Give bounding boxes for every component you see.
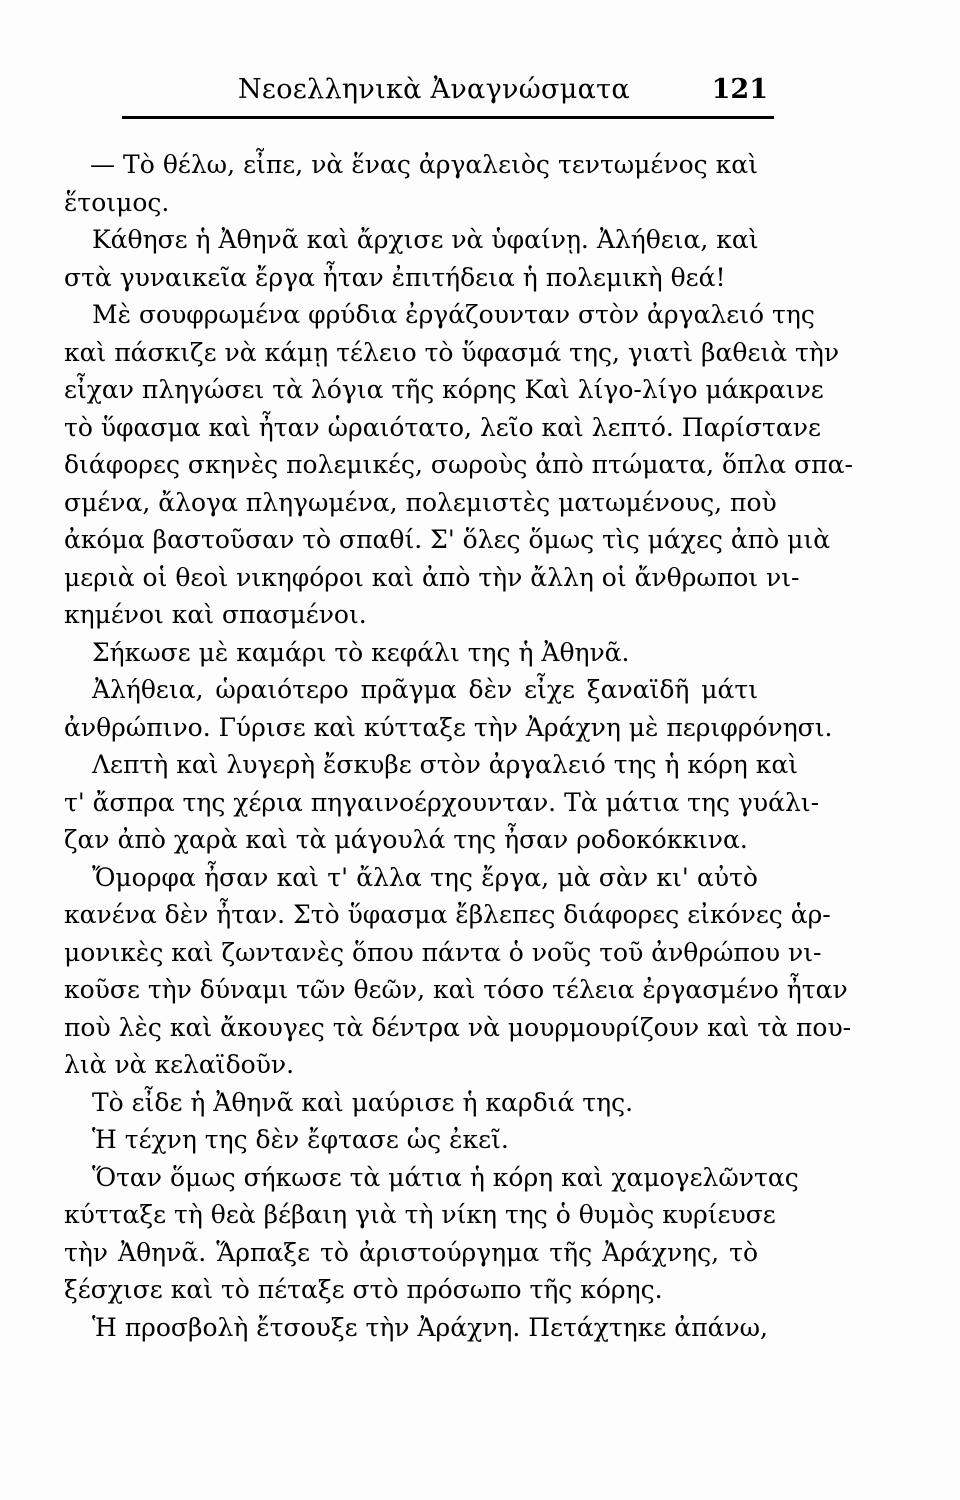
text-line: Μὲ σουφρωμένα φρύδια ἐργάζουνταν στὸν ἀργαλειό της	[92, 300, 815, 329]
page-header	[230, 70, 770, 110]
text-line: μονικὲς καὶ ζωντανὲς ὅπου πάντα ὁ νοῦς τοῦ ἀνθρώπου νι-	[64, 937, 822, 967]
text-line: τὸ ὕφασμα καὶ ἦταν ὡραιότατο, λεῖο καὶ λεπτό. Παρίστανε	[64, 412, 821, 442]
text-line: μεριὰ οἱ θεοὶ νικηφόροι καὶ ἀπὸ τὴν ἄλλη οἱ ἄνθρωποι νι-	[64, 562, 800, 592]
text-line: στὰ γυναικεῖα ἔργα ἦταν ἐπιτήδεια ἡ πολεμικὴ θεά!	[64, 262, 726, 292]
text-line: Ὅταν ὅμως σήκωσε τὰ μάτια ἡ κόρη καὶ χαμογελῶντας	[92, 1162, 799, 1192]
text-line: κανένα δὲν ἦταν. Στὸ ὕφασμα ἔβλεπες διάφορες εἰκόνες ἁρ-	[64, 900, 831, 929]
text-line: κοῦσε τὴν δύναμι τῶν θεῶν, καὶ τόσο τέλεια ἐργασμένο ἦταν	[64, 975, 848, 1004]
body-text	[64, 146, 853, 1346]
text-line: κύτταξε τὴ θεὰ βέβαιη γιὰ τὴ νίκη της ὁ θυμὸς κυρίευσε	[64, 1200, 776, 1229]
text-line: Σήκωσε μὲ καμάρι τὸ κεφάλι της ἡ Ἀθηνᾶ.	[92, 637, 630, 667]
text-line: ζαν ἀπὸ χαρὰ καὶ τὰ μάγουλά της ἦσαν ροδοκόκκινα.	[64, 825, 748, 854]
text-line: — Τὸ θέλω, εἶπε, νὰ ἕνας ἀργαλειὸς τεντωμένος καὶ	[90, 150, 758, 179]
running-title: Νεοελληνικὰ Ἀναγνώσματα	[238, 74, 630, 105]
header-rule	[122, 116, 774, 119]
text-line: Λεπτὴ καὶ λυγερὴ ἔσκυβε στὸν ἀργαλειό της ἡ κόρη καὶ	[92, 750, 799, 779]
text-line: Ἀλήθεια, ὡραιότερο πρᾶγμα δὲν εἶχε ξαναϊδῆ μάτι	[92, 675, 758, 704]
text-line: ξέσχισε καὶ τὸ πέταξε στὸ πρόσωπο τῆς κόρης.	[64, 1275, 663, 1304]
text-line: ἀκόμα βαστοῦσαν τὸ σπαθί. Σ' ὅλες ὅμως τὶς μάχες ἀπὸ μιὰ	[64, 525, 831, 554]
text-line: εἶχαν πληγώσει τὰ λόγια τῆς κόρης Καὶ λίγο-λίγο μάκραινε	[64, 375, 824, 404]
text-line: Κάθησε ἡ Ἀθηνᾶ καὶ ἄρχισε νὰ ὑφαίνῃ. Ἀλήθεια, καὶ	[92, 225, 759, 254]
text-line: καὶ πάσκιζε νὰ κάμῃ τέλειο τὸ ὕφασμά της, γιατὶ βαθειὰ τὴν	[64, 337, 840, 367]
text-line: διάφορες σκηνὲς πολεμικές, σωροὺς ἀπὸ πτώματα, ὅπλα σπα-	[64, 450, 853, 479]
text-line: Ἡ τέχνη της δὲν ἔφτασε ὡς ἐκεῖ.	[92, 1125, 509, 1154]
text-line: Ἡ προσβολὴ ἔτσουξε τὴν Ἀράχνη. Πετάχτηκε ἀπάνω,	[92, 1312, 768, 1342]
text-line: τὴν Ἀθηνᾶ. Ἅρπαξε τὸ ἀριστούργημα τῆς Ἀράχνης, τὸ	[64, 1237, 758, 1267]
page-number: 121	[711, 74, 768, 105]
text-line: λιὰ νὰ κελαϊδοῦν.	[64, 1050, 295, 1079]
text-line: Ὄμορφα ἦσαν καὶ τ' ἄλλα της ἔργα, μὰ σὰν κι' αὐτὸ	[92, 862, 758, 892]
text-line: ποὺ λὲς καὶ ἄκουγες τὰ δέντρα νὰ μουρμουρίζουν καὶ τὰ που-	[64, 1012, 852, 1042]
text-line: κημένοι καὶ σπασμένοι.	[64, 600, 367, 629]
text-line: ἕτοιμος.	[64, 187, 170, 217]
text-line: ἀνθρώπινο. Γύρισε καὶ κύτταξε τὴν Ἀράχνη μὲ περιφρόνησι.	[64, 712, 833, 742]
text-line: Τὸ εἶδε ἡ Ἀθηνᾶ καὶ μαύρισε ἡ καρδιά της.	[92, 1087, 634, 1117]
text-line: τ' ἄσπρα της χέρια πηγαινοέρχουνταν. Τὰ μάτια της γυάλι-	[64, 787, 820, 817]
text-line: σμένα, ἄλογα πληγωμένα, πολεμιστὲς ματωμένους, ποὺ	[64, 487, 777, 517]
